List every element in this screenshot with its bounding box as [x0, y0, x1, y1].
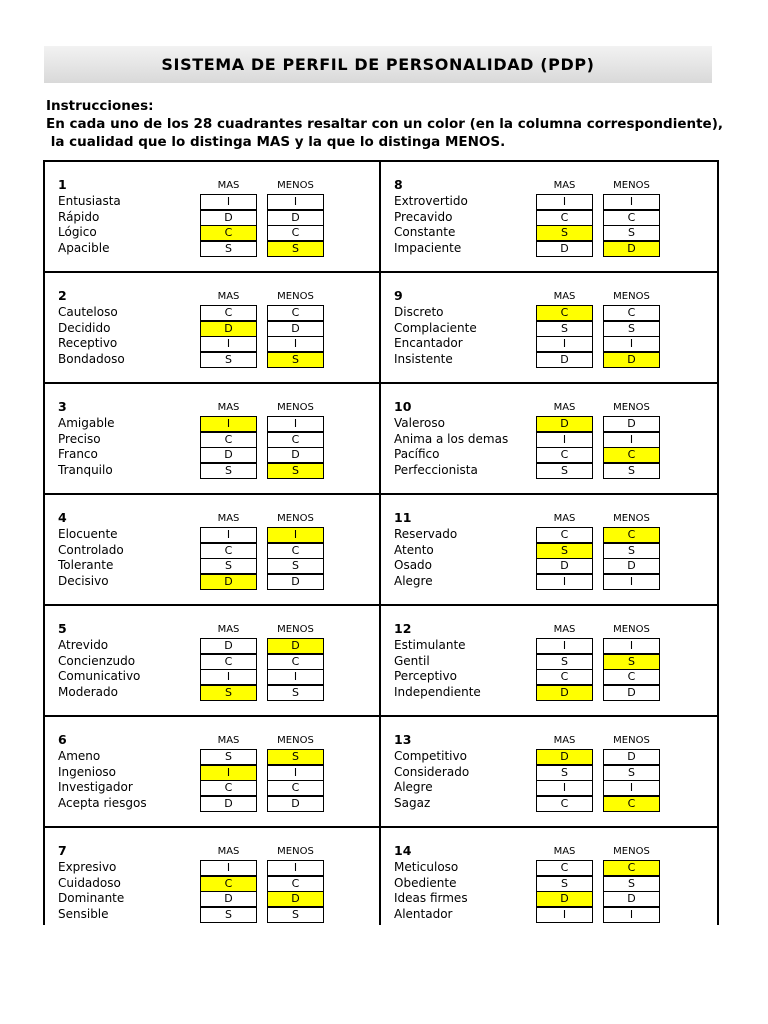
trait-label: Sagaz [394, 795, 431, 810]
menos-cell[interactable]: I [267, 860, 324, 876]
trait-label: Perceptivo [394, 669, 457, 683]
trait-row [45, 447, 379, 463]
trait-label: Comunicativo [58, 669, 141, 683]
trait-label: Moderado [58, 684, 118, 699]
mas-cell[interactable]: S [536, 654, 593, 670]
trait-label: Extrovertido [394, 194, 468, 208]
menos-cell[interactable]: D [267, 210, 324, 226]
mas-cell[interactable]: I [536, 907, 593, 923]
trait-label: Reservado [394, 527, 458, 541]
mas-column-header: MAS [217, 846, 240, 857]
menos-cell[interactable]: S [603, 225, 660, 241]
trait-row [381, 305, 715, 321]
quadrant [45, 495, 381, 606]
menos-cell[interactable]: S [267, 241, 324, 257]
mas-cell[interactable]: S [200, 558, 257, 574]
trait-label: Precavido [394, 209, 453, 224]
mas-cell[interactable]: S [536, 765, 593, 781]
trait-row [45, 669, 379, 685]
trait-label: Franco [58, 447, 98, 461]
trait-label: Entusiasta [58, 194, 121, 208]
mas-cell[interactable]: D [536, 558, 593, 574]
quadrant [45, 273, 381, 384]
trait-label: Constante [394, 225, 456, 239]
trait-label: Decisivo [58, 573, 109, 588]
mas-cell[interactable]: D [200, 574, 257, 590]
mas-cell[interactable]: D [536, 685, 593, 701]
quadrant [45, 717, 381, 828]
mas-cell[interactable]: I [200, 669, 257, 685]
quadrant-number: 4 [58, 510, 67, 525]
trait-row [45, 907, 379, 923]
mas-column-header: MAS [553, 291, 576, 302]
trait-label: Encantador [394, 336, 463, 350]
trait-label: Gentil [394, 653, 430, 668]
quadrant [381, 273, 717, 384]
mas-cell[interactable]: S [200, 352, 257, 368]
trait-row [381, 527, 715, 543]
menos-cell[interactable]: S [267, 749, 324, 765]
menos-cell[interactable]: C [267, 225, 324, 241]
mas-cell[interactable]: C [536, 860, 593, 876]
quadrant [381, 495, 717, 606]
menos-cell[interactable]: I [603, 907, 660, 923]
mas-cell[interactable]: S [200, 685, 257, 701]
trait-row [381, 225, 715, 241]
mas-cell[interactable]: I [200, 194, 257, 210]
menos-cell[interactable]: S [267, 463, 324, 479]
quadrant [45, 162, 381, 273]
menos-cell[interactable]: C [603, 210, 660, 226]
instructions-heading: Instrucciones: [46, 98, 154, 114]
menos-cell[interactable]: D [603, 891, 660, 907]
trait-label: Independiente [394, 684, 481, 699]
menos-cell[interactable]: I [603, 194, 660, 210]
quadrant-number: 13 [394, 732, 412, 747]
menos-cell[interactable]: D [267, 447, 324, 463]
trait-row [381, 907, 715, 923]
trait-row [381, 210, 715, 226]
trait-label: Acepta riesgos [58, 795, 147, 810]
mas-cell[interactable]: I [536, 432, 593, 448]
trait-row [381, 574, 715, 590]
quadrant-number: 8 [394, 177, 403, 192]
quadrant-number: 11 [394, 510, 412, 525]
trait-label: Ideas firmes [394, 891, 468, 905]
trait-row [381, 447, 715, 463]
mas-cell[interactable]: C [200, 780, 257, 796]
menos-cell[interactable]: C [603, 447, 660, 463]
menos-cell[interactable]: C [267, 432, 324, 448]
mas-cell[interactable]: S [536, 876, 593, 892]
menos-cell[interactable]: D [603, 241, 660, 257]
trait-row [45, 527, 379, 543]
trait-row [45, 860, 379, 876]
mas-cell[interactable]: S [200, 463, 257, 479]
trait-row [45, 891, 379, 907]
trait-label: Tolerante [58, 558, 114, 572]
trait-row [381, 352, 715, 368]
trait-label: Alegre [394, 573, 433, 588]
menos-column-header: MENOS [277, 735, 314, 746]
trait-row [45, 241, 379, 257]
trait-row [381, 891, 715, 907]
mas-cell[interactable]: I [536, 780, 593, 796]
trait-row [45, 463, 379, 479]
mas-cell[interactable]: D [536, 352, 593, 368]
title-bar [44, 46, 712, 83]
trait-label: Amigable [58, 416, 115, 430]
menos-column-header: MENOS [613, 846, 650, 857]
trait-row [45, 765, 379, 781]
trait-label: Meticuloso [394, 860, 459, 874]
mas-column-header: MAS [217, 291, 240, 302]
trait-label: Atrevido [58, 638, 109, 652]
trait-row [381, 194, 715, 210]
menos-cell[interactable]: C [267, 543, 324, 559]
quadrant-number: 6 [58, 732, 67, 747]
trait-label: Impaciente [394, 240, 462, 255]
instructions-line-2: la cualidad que lo distinga MAS y la que lo distinga MENOS. [46, 134, 506, 150]
mas-cell[interactable]: C [536, 210, 593, 226]
trait-row [381, 416, 715, 432]
trait-row [45, 321, 379, 337]
mas-cell[interactable]: I [200, 416, 257, 432]
trait-label: Investigador [58, 780, 133, 794]
trait-label: Receptivo [58, 336, 118, 350]
mas-cell[interactable]: D [536, 241, 593, 257]
mas-cell[interactable]: D [200, 891, 257, 907]
menos-column-header: MENOS [613, 513, 650, 524]
trait-label: Estimulante [394, 638, 466, 652]
menos-cell[interactable]: D [603, 749, 660, 765]
instructions-line-1: En cada uno de los 28 cuadrantes resaltar con un color (en la columna correspondiente), [46, 116, 723, 132]
quadrant [381, 828, 717, 925]
trait-row [45, 654, 379, 670]
quadrant-number: 5 [58, 621, 67, 636]
quadrant [45, 606, 381, 717]
page-title: SISTEMA DE PERFIL DE PERSONALIDAD (PDP) [161, 55, 595, 74]
menos-cell[interactable]: D [267, 891, 324, 907]
trait-label: Lógico [58, 225, 97, 239]
trait-label: Apacible [58, 240, 110, 255]
menos-column-header: MENOS [613, 735, 650, 746]
instructions [46, 97, 723, 151]
trait-label: Expresivo [58, 860, 117, 874]
trait-row [381, 241, 715, 257]
trait-row [45, 574, 379, 590]
mas-cell[interactable]: D [536, 416, 593, 432]
trait-label: Controlado [58, 542, 124, 557]
mas-cell[interactable]: S [536, 321, 593, 337]
mas-cell[interactable]: C [200, 654, 257, 670]
trait-label: Atento [394, 542, 434, 557]
trait-row [381, 638, 715, 654]
menos-cell[interactable]: S [603, 463, 660, 479]
mas-cell[interactable]: I [536, 574, 593, 590]
trait-row [381, 669, 715, 685]
mas-cell[interactable]: D [200, 638, 257, 654]
mas-column-header: MAS [553, 624, 576, 635]
mas-cell[interactable]: D [200, 210, 257, 226]
mas-column-header: MAS [217, 513, 240, 524]
mas-cell[interactable]: D [200, 796, 257, 812]
mas-cell[interactable]: C [536, 527, 593, 543]
trait-label: Decidido [58, 320, 111, 335]
trait-row [381, 780, 715, 796]
menos-cell[interactable]: I [603, 336, 660, 352]
trait-label: Valeroso [394, 416, 445, 430]
trait-row [45, 352, 379, 368]
trait-label: Pacífico [394, 447, 440, 461]
menos-cell[interactable]: S [267, 558, 324, 574]
trait-row [45, 749, 379, 765]
quadrant-number: 9 [394, 288, 403, 303]
mas-cell[interactable]: C [200, 225, 257, 241]
menos-cell[interactable]: S [603, 876, 660, 892]
menos-column-header: MENOS [277, 624, 314, 635]
trait-row [45, 558, 379, 574]
mas-column-header: MAS [553, 513, 576, 524]
menos-cell[interactable]: I [267, 527, 324, 543]
quadrant [381, 384, 717, 495]
trait-label: Obediente [394, 875, 457, 890]
mas-cell[interactable]: C [536, 447, 593, 463]
mas-cell[interactable]: I [200, 860, 257, 876]
trait-label: Ingenioso [58, 764, 117, 779]
menos-column-header: MENOS [277, 513, 314, 524]
menos-column-header: MENOS [613, 624, 650, 635]
mas-cell[interactable]: D [536, 749, 593, 765]
mas-column-header: MAS [217, 624, 240, 635]
menos-cell[interactable]: I [603, 574, 660, 590]
trait-label: Preciso [58, 431, 101, 446]
trait-label: Sensible [58, 906, 109, 921]
trait-label: Rápido [58, 209, 100, 224]
mas-cell[interactable]: S [536, 463, 593, 479]
quadrant-number: 7 [58, 843, 67, 858]
trait-row [45, 210, 379, 226]
trait-row [381, 685, 715, 701]
mas-cell[interactable]: I [200, 765, 257, 781]
menos-cell[interactable]: S [603, 654, 660, 670]
trait-label: Perfeccionista [394, 462, 478, 477]
trait-row [381, 860, 715, 876]
mas-column-header: MAS [217, 402, 240, 413]
trait-label: Considerado [394, 764, 470, 779]
trait-label: Tranquilo [58, 462, 113, 477]
menos-column-header: MENOS [277, 846, 314, 857]
trait-label: Bondadoso [58, 351, 125, 366]
mas-column-header: MAS [217, 735, 240, 746]
mas-cell[interactable]: C [200, 876, 257, 892]
mas-cell[interactable]: C [200, 305, 257, 321]
menos-cell[interactable]: C [603, 796, 660, 812]
menos-cell[interactable]: D [603, 685, 660, 701]
trait-row [45, 432, 379, 448]
menos-cell[interactable]: D [267, 638, 324, 654]
mas-cell[interactable]: C [200, 432, 257, 448]
menos-cell[interactable]: C [603, 305, 660, 321]
mas-column-header: MAS [553, 846, 576, 857]
trait-label: Cauteloso [58, 305, 118, 319]
mas-cell[interactable]: I [200, 527, 257, 543]
quadrant-grid [43, 160, 719, 925]
menos-cell[interactable]: S [603, 321, 660, 337]
mas-cell[interactable]: C [536, 305, 593, 321]
menos-cell[interactable]: I [267, 765, 324, 781]
trait-row [45, 638, 379, 654]
trait-row [45, 225, 379, 241]
menos-cell[interactable]: I [267, 416, 324, 432]
menos-cell[interactable]: D [267, 574, 324, 590]
menos-cell[interactable]: S [603, 765, 660, 781]
quadrant-number: 3 [58, 399, 67, 414]
menos-cell[interactable]: D [267, 796, 324, 812]
trait-row [45, 543, 379, 559]
menos-cell[interactable]: D [267, 321, 324, 337]
mas-cell[interactable]: C [536, 796, 593, 812]
menos-cell[interactable]: I [267, 669, 324, 685]
trait-row [381, 432, 715, 448]
trait-row [381, 796, 715, 812]
mas-cell[interactable]: D [200, 447, 257, 463]
trait-label: Ameno [58, 749, 101, 763]
quadrant-number: 12 [394, 621, 412, 636]
trait-row [381, 463, 715, 479]
mas-cell[interactable]: C [536, 669, 593, 685]
mas-cell[interactable]: I [536, 638, 593, 654]
trait-label: Alegre [394, 780, 433, 794]
mas-cell[interactable]: I [536, 336, 593, 352]
menos-cell[interactable]: D [603, 352, 660, 368]
menos-cell[interactable]: I [603, 432, 660, 448]
trait-label: Discreto [394, 305, 444, 319]
menos-column-header: MENOS [277, 291, 314, 302]
mas-cell[interactable]: D [200, 321, 257, 337]
mas-cell[interactable]: S [200, 907, 257, 923]
menos-cell[interactable]: S [603, 543, 660, 559]
mas-cell[interactable]: I [200, 336, 257, 352]
menos-cell[interactable]: C [267, 876, 324, 892]
menos-column-header: MENOS [277, 402, 314, 413]
mas-cell[interactable]: D [536, 891, 593, 907]
menos-cell[interactable]: S [267, 907, 324, 923]
menos-cell[interactable]: I [603, 638, 660, 654]
quadrant [381, 717, 717, 828]
mas-cell[interactable]: S [536, 225, 593, 241]
trait-row [381, 765, 715, 781]
mas-column-header: MAS [553, 402, 576, 413]
trait-row [45, 416, 379, 432]
trait-row [381, 321, 715, 337]
mas-column-header: MAS [217, 180, 240, 191]
menos-cell[interactable]: C [603, 860, 660, 876]
mas-column-header: MAS [553, 180, 576, 191]
mas-cell[interactable]: S [200, 749, 257, 765]
trait-row [45, 194, 379, 210]
menos-cell[interactable]: I [603, 780, 660, 796]
trait-row [45, 336, 379, 352]
trait-label: Competitivo [394, 749, 467, 763]
trait-row [45, 796, 379, 812]
trait-row [45, 876, 379, 892]
quadrant-number: 10 [394, 399, 412, 414]
menos-cell[interactable]: C [603, 527, 660, 543]
trait-row [45, 305, 379, 321]
quadrant-number: 1 [58, 177, 67, 192]
menos-cell[interactable]: C [267, 780, 324, 796]
trait-label: Dominante [58, 891, 125, 905]
menos-cell[interactable]: I [267, 336, 324, 352]
menos-cell[interactable]: I [267, 194, 324, 210]
trait-label: Insistente [394, 351, 453, 366]
trait-row [381, 558, 715, 574]
quadrant [45, 384, 381, 495]
quadrant [45, 828, 381, 925]
quadrant [381, 162, 717, 273]
trait-row [381, 336, 715, 352]
trait-label: Elocuente [58, 527, 118, 541]
trait-label: Osado [394, 558, 433, 572]
menos-cell[interactable]: C [267, 654, 324, 670]
trait-row [381, 876, 715, 892]
menos-column-header: MENOS [613, 291, 650, 302]
trait-row [381, 543, 715, 559]
trait-label: Alentador [394, 906, 453, 921]
menos-cell[interactable]: D [603, 416, 660, 432]
menos-column-header: MENOS [613, 180, 650, 191]
trait-row [381, 654, 715, 670]
menos-cell[interactable]: S [267, 685, 324, 701]
quadrant-number: 14 [394, 843, 412, 858]
mas-cell[interactable]: C [200, 543, 257, 559]
menos-cell[interactable]: S [267, 352, 324, 368]
mas-cell[interactable]: I [536, 194, 593, 210]
trait-label: Cuidadoso [58, 875, 121, 890]
mas-cell[interactable]: S [200, 241, 257, 257]
menos-cell[interactable]: C [267, 305, 324, 321]
mas-column-header: MAS [553, 735, 576, 746]
quadrant-number: 2 [58, 288, 67, 303]
menos-cell[interactable]: D [603, 558, 660, 574]
trait-row [381, 749, 715, 765]
trait-label: Concienzudo [58, 653, 136, 668]
mas-cell[interactable]: S [536, 543, 593, 559]
menos-column-header: MENOS [277, 180, 314, 191]
trait-row [45, 780, 379, 796]
trait-label: Complaciente [394, 320, 477, 335]
menos-cell[interactable]: C [603, 669, 660, 685]
quadrant [381, 606, 717, 717]
menos-column-header: MENOS [613, 402, 650, 413]
trait-label: Anima a los demas [394, 431, 509, 446]
trait-row [45, 685, 379, 701]
